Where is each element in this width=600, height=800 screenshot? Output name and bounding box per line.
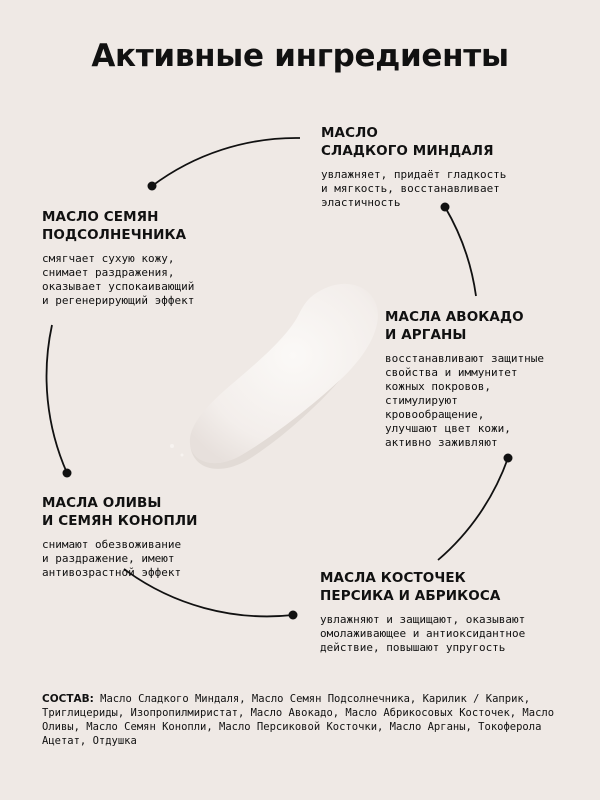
cream-swatch-image <box>190 284 378 463</box>
cream-droplet <box>181 454 184 457</box>
ingredient-title: МАСЛО СЕМЯН ПОДСОЛНЕЧНИКА <box>42 209 187 243</box>
ingredient-description: увлажняет, придаёт гладкость и мягкость, восстанавливает эластичность <box>321 168 507 209</box>
cream-droplet <box>170 444 174 448</box>
page-title: Активные ингредиенты <box>91 38 509 74</box>
ingredient-title: МАСЛА АВОКАДО И АРГАНЫ <box>385 309 524 343</box>
ingredient-title: МАСЛА ОЛИВЫ И СЕМЯН КОНОПЛИ <box>42 495 198 529</box>
marker-dot <box>504 454 513 463</box>
circle-arc-right-top <box>445 207 476 296</box>
ingredient-description: восстанавливают защитные свойства и иммунитет кожных покровов, стимулируют кровообращение, улучшают цвет кожи, активно заживляют <box>385 352 544 449</box>
ingredient-title: МАСЛА КОСТОЧЕК ПЕРСИКА И АБРИКОСА <box>320 570 501 604</box>
ingredient-description: смягчает сухую кожу, снимает раздражения, оказывает успокаивающий и регенерирующий эффект <box>42 252 195 307</box>
circle-arc-top <box>152 138 300 186</box>
ingredient-description: снимают обезвоживание и раздражение, имеют антивозрастной эффект <box>42 538 182 579</box>
marker-dot <box>289 611 298 620</box>
marker-dot <box>63 469 72 478</box>
composition-label: СОСТАВ: <box>42 693 94 705</box>
ingredient-description: увлажняют и защищают, оказывают омолаживающее и антиоксидантное действие, повышают упругость <box>320 613 526 654</box>
marker-dot <box>148 182 157 191</box>
composition-text <box>42 692 562 748</box>
composition-list: Масло Сладкого Миндаля, Масло Семян Подсолнечника, Карилик / Каприк, Триглицериды, Изопропилмиристат, Масло Авокадо, Масло Абрикосовых Косточек, Масло Оливы, Масло Семян Конопли, Масло Персиковой Косточки, Масло Арганы, Токоферола Ацетат, Отдушка <box>42 693 555 747</box>
circle-arc-left <box>47 325 67 473</box>
ingredient-peach-apricot <box>320 569 525 655</box>
circle-arc-right-bottom <box>438 458 508 560</box>
ingredient-title: МАСЛО СЛАДКОГО МИНДАЛЯ <box>321 125 494 159</box>
ingredient-avocado-argan <box>385 308 544 450</box>
ingredient-sunflower <box>42 208 194 308</box>
ingredient-olive-hemp <box>42 494 198 580</box>
ingredient-sweet-almond <box>321 124 506 210</box>
